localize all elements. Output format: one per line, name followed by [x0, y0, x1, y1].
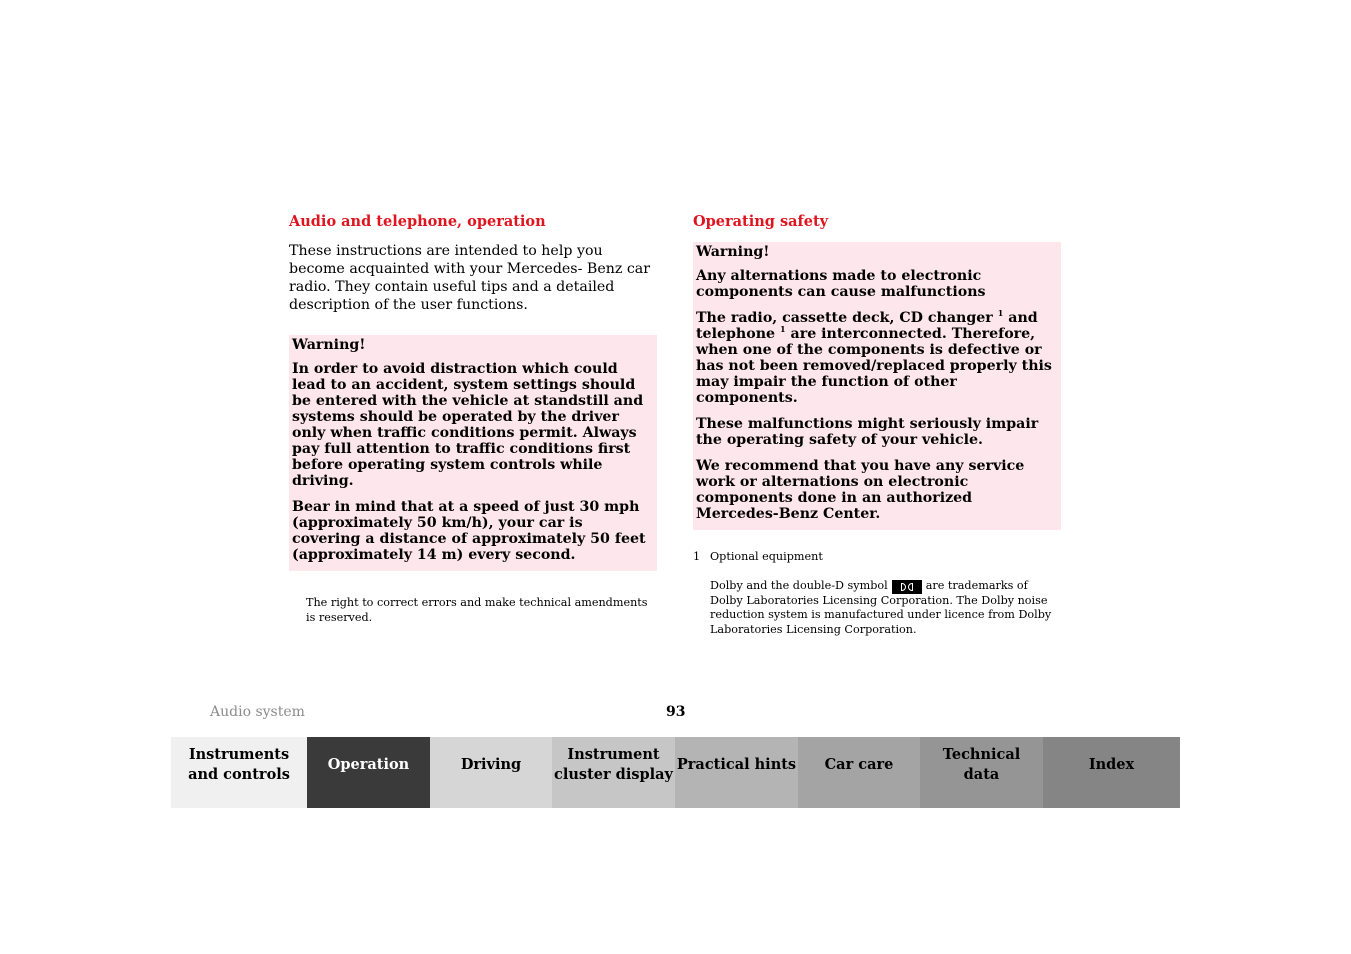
footnote-number: 1: [693, 550, 701, 563]
intro-paragraph: These instructions are intended to help you become acquainted with your Mercedes- Benz car radio. They contain useful tips and a detailed description of the user functions.: [289, 243, 651, 313]
warning-paragraph: Bear in mind that at a speed of just 30 mph (approximately 50 km/h), your car is covering a distance of approximately 50 feet (approximately 14 m) every second.: [292, 499, 646, 563]
page-number: 93: [666, 704, 686, 720]
nav-tab-label: cluster display: [554, 766, 673, 783]
warning-title: Warning!: [696, 244, 770, 260]
dolby-double-d-icon: [892, 580, 922, 594]
chapter-navigation-bar: [171, 737, 1180, 808]
nav-tab-label: data: [963, 766, 1000, 783]
footnote-text: Optional equipment: [710, 550, 823, 563]
right-column: [693, 212, 1061, 637]
nav-tab-technical-data[interactable]: [920, 737, 1043, 808]
left-column: [289, 212, 657, 625]
amendment-note: The right to correct errors and make technical amendments is reserved.: [306, 596, 648, 624]
warning-title: Warning!: [292, 337, 366, 353]
footnote-marker: 1: [997, 308, 1004, 318]
warning-box-electronics: [693, 242, 1061, 530]
nav-tab-label: Driving: [460, 756, 522, 773]
section-heading-operating-safety: Operating safety: [693, 213, 829, 230]
warning-paragraph-interconnected: The radio, cassette deck, CD changer $^1$ and telephone $^1$ are interconnected. Therefore, when one of the components is defective or has not been removed/replaced properly this may impair the function of other components.: [696, 308, 1052, 406]
warning-box-distraction: [289, 335, 657, 571]
nav-tab-label: and controls: [188, 766, 290, 783]
warning-paragraph: We recommend that you have any service work or alternations on electronic components done in an authorized Mercedes-Benz Center.: [696, 458, 1025, 522]
nav-tab-label: Car care: [824, 756, 894, 773]
nav-tab-label: Instrument: [567, 746, 660, 763]
footnote-marker: 1: [780, 324, 786, 334]
warning-paragraph: Any alternations made to electronic components can cause malfunctions: [696, 268, 986, 300]
footnote: [693, 550, 1061, 565]
warning-paragraph: These malfunctions might seriously impair the operating safety of your vehicle.: [696, 416, 1039, 448]
nav-tab-label: Operation: [327, 756, 410, 773]
nav-tab-instrument-cluster-display[interactable]: [552, 737, 675, 808]
nav-tab-driving[interactable]: [430, 737, 552, 808]
section-heading-audio-telephone: Audio and telephone, operation: [289, 213, 546, 230]
nav-tab-car-care[interactable]: [798, 737, 920, 808]
nav-tab-label: Technical: [942, 746, 1021, 763]
nav-tab-index[interactable]: [1043, 737, 1180, 808]
nav-tab-operation[interactable]: [307, 737, 430, 808]
warning-paragraph: In order to avoid distraction which could lead to an accident, system settings should be entered with the vehicle at standstill and systems should be operated by the driver only when traffic conditions permit. Always pay full attention to traffic conditions first before operating system controls while driving.: [292, 361, 644, 489]
footer-section-label: Audio system: [210, 704, 305, 720]
nav-tab-practical-hints[interactable]: [675, 737, 798, 808]
dolby-trademark-note: Dolby and the double-D symbol are trademarks of Dolby Laboratories Licensing Corporation. The Dolby noise reduction system is manufactured under licence from Dolby Laboratories Licensing Corporation.: [710, 578, 1052, 636]
nav-tab-label: Practical hints: [676, 756, 797, 773]
nav-tab-instruments-and-controls[interactable]: [171, 737, 307, 808]
nav-tab-label: Index: [1088, 756, 1135, 773]
nav-tab-label: Instruments: [188, 746, 290, 763]
